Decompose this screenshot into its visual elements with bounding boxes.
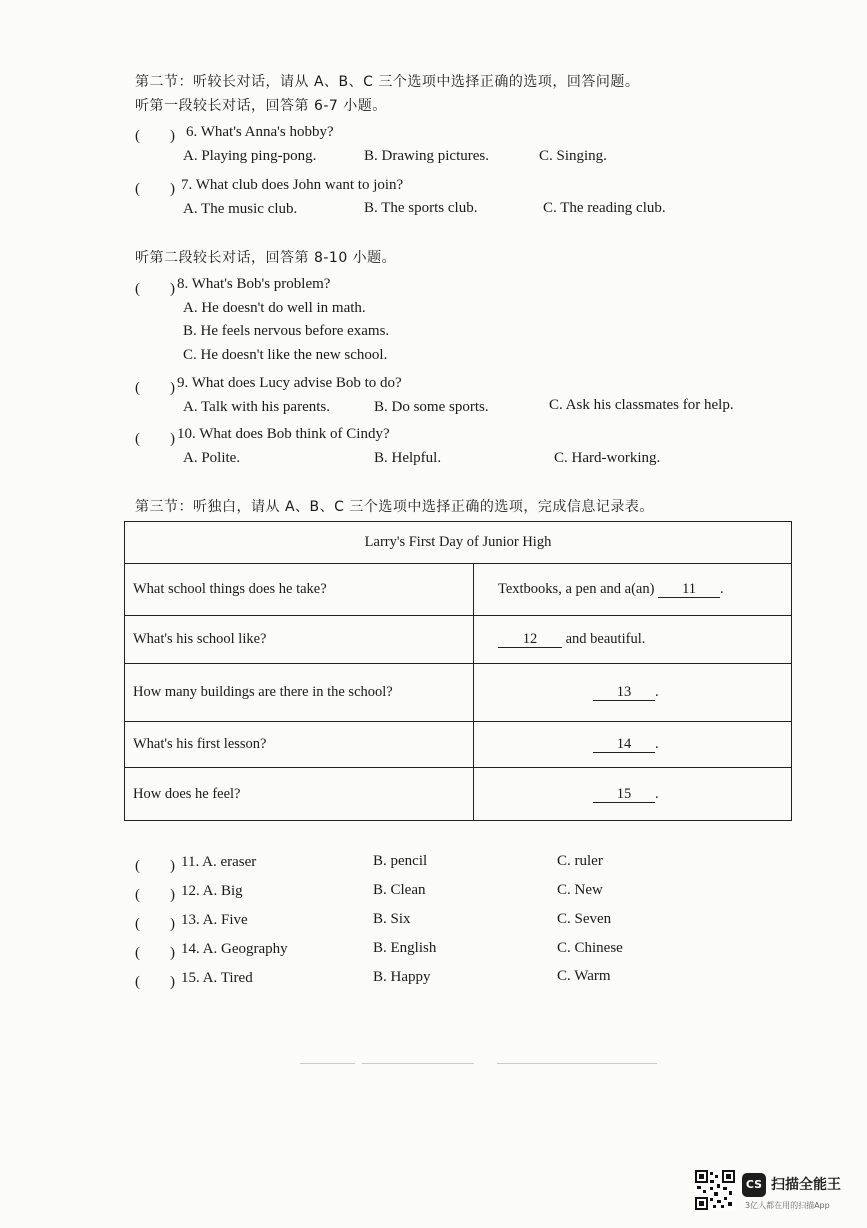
answer-suffix: and beautiful. bbox=[565, 631, 646, 647]
row-answer bbox=[474, 616, 792, 664]
question-15-a: 15. A. Tired bbox=[181, 970, 253, 986]
answer-suffix: . bbox=[720, 581, 724, 597]
info-record-table bbox=[124, 521, 792, 821]
answer-paren-15[interactable]: ( ) bbox=[135, 974, 175, 990]
answer-paren-6[interactable]: ( ) bbox=[135, 128, 175, 144]
answer-suffix: . bbox=[655, 736, 659, 752]
table-row bbox=[125, 616, 792, 664]
option-13b: B. Six bbox=[373, 911, 411, 927]
section2-heading: 第二节：听较长对话，请从 A、B、C 三个选项中选择正确的选项，回答问题。 bbox=[135, 74, 640, 90]
blank-14[interactable]: 14 bbox=[593, 737, 655, 753]
scan-mark bbox=[362, 1063, 474, 1064]
question-13-a: 13. A. Five bbox=[181, 912, 248, 928]
qr-code-icon bbox=[695, 1170, 735, 1210]
question-12-a: 12. A. Big bbox=[181, 883, 243, 899]
scan-mark bbox=[300, 1063, 355, 1064]
option-15b: B. Happy bbox=[373, 969, 431, 985]
table-title: Larry's First Day of Junior High bbox=[125, 522, 792, 564]
row-answer bbox=[474, 722, 792, 768]
scan-mark bbox=[497, 1063, 657, 1064]
row-question: What's his school like? bbox=[125, 616, 474, 664]
question-9: 9. What does Lucy advise Bob to do? bbox=[177, 375, 402, 391]
option-12c: C. New bbox=[557, 882, 603, 898]
answer-paren-8[interactable]: ( ) bbox=[135, 281, 175, 297]
option-14b: B. English bbox=[373, 940, 437, 956]
option-14c: C. Chinese bbox=[557, 940, 623, 956]
answer-paren-13[interactable]: ( ) bbox=[135, 916, 175, 932]
row-question: What's his first lesson? bbox=[125, 722, 474, 768]
option-7c: C. The reading club. bbox=[543, 200, 666, 216]
option-13c: C. Seven bbox=[557, 911, 612, 927]
option-8c: C. He doesn't like the new school. bbox=[183, 347, 388, 363]
row-answer bbox=[474, 564, 792, 616]
option-8b: B. He feels nervous before exams. bbox=[183, 323, 390, 339]
option-11b: B. pencil bbox=[373, 853, 428, 869]
brand-name: 扫描全能王 bbox=[771, 1177, 841, 1193]
answer-paren-10[interactable]: ( ) bbox=[135, 431, 175, 447]
answer-paren-14[interactable]: ( ) bbox=[135, 945, 175, 961]
answer-paren-7[interactable]: ( ) bbox=[135, 181, 175, 197]
answer-suffix: . bbox=[655, 684, 659, 700]
answer-paren-11[interactable]: ( ) bbox=[135, 858, 175, 874]
table-row bbox=[125, 564, 792, 616]
table-row bbox=[125, 768, 792, 821]
option-6b: B. Drawing pictures. bbox=[364, 148, 489, 164]
blank-12[interactable]: 12 bbox=[498, 632, 562, 648]
option-9c: C. Ask his classmates for help. bbox=[549, 397, 734, 413]
option-9a: A. Talk with his parents. bbox=[183, 399, 330, 415]
table-title-row bbox=[125, 522, 792, 564]
section3-heading: 第三节：听独白，请从 A、B、C 三个选项中选择正确的选项，完成信息记录表。 bbox=[135, 499, 654, 515]
option-8a: A. He doesn't do well in math. bbox=[183, 300, 366, 316]
answer-prefix: Textbooks, a pen and a(an) bbox=[498, 581, 655, 597]
dialog2-intro: 听第二段较长对话，回答第 8-10 小题。 bbox=[135, 250, 397, 266]
option-15c: C. Warm bbox=[557, 968, 611, 984]
blank-15[interactable]: 15 bbox=[593, 787, 655, 803]
question-14-a: 14. A. Geography bbox=[181, 941, 288, 957]
option-6a: A. Playing ping-pong. bbox=[183, 148, 317, 164]
table-row bbox=[125, 722, 792, 768]
question-8: 8. What's Bob's problem? bbox=[177, 276, 331, 292]
blank-11[interactable]: 11 bbox=[658, 582, 720, 598]
question-11-a: 11. A. eraser bbox=[181, 854, 257, 870]
option-9b: B. Do some sports. bbox=[374, 399, 489, 415]
option-12b: B. Clean bbox=[373, 882, 426, 898]
dialog1-intro: 听第一段较长对话，回答第 6-7 小题。 bbox=[135, 98, 387, 114]
option-7b: B. The sports club. bbox=[364, 200, 478, 216]
row-question: How does he feel? bbox=[125, 768, 474, 821]
row-question: What school things does he take? bbox=[125, 564, 474, 616]
answer-suffix: . bbox=[655, 785, 659, 802]
answer-paren-9[interactable]: ( ) bbox=[135, 380, 175, 396]
row-question: How many buildings are there in the school? bbox=[125, 664, 474, 722]
option-7a: A. The music club. bbox=[183, 201, 298, 217]
option-6c: C. Singing. bbox=[539, 148, 607, 164]
option-10b: B. Helpful. bbox=[374, 450, 442, 466]
question-6: 6. What's Anna's hobby? bbox=[186, 124, 334, 140]
blank-13[interactable]: 13 bbox=[593, 685, 655, 701]
question-7: 7. What club does John want to join? bbox=[181, 177, 404, 193]
option-11c: C. ruler bbox=[557, 853, 603, 869]
option-10c: C. Hard-working. bbox=[554, 450, 661, 466]
row-answer bbox=[474, 768, 792, 821]
answer-paren-12[interactable]: ( ) bbox=[135, 887, 175, 903]
question-10: 10. What does Bob think of Cindy? bbox=[177, 426, 390, 442]
brand-tagline: 3亿人都在用的扫描App bbox=[745, 1201, 830, 1210]
row-answer bbox=[474, 664, 792, 722]
camscanner-logo: CS bbox=[742, 1173, 766, 1197]
table-row bbox=[125, 664, 792, 722]
option-10a: A. Polite. bbox=[183, 450, 241, 466]
